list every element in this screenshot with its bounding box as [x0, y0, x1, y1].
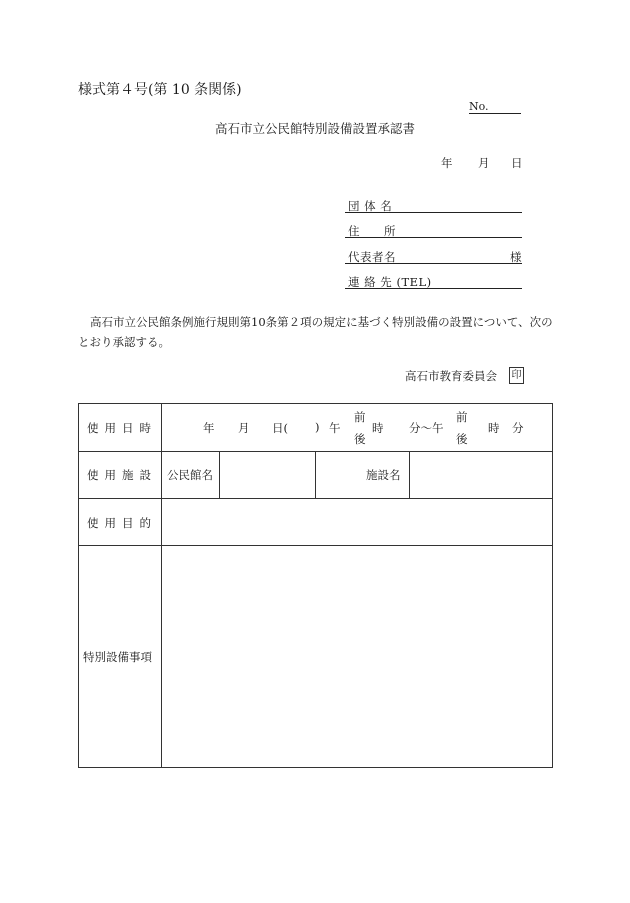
document-number-field: No.	[469, 101, 521, 114]
start-minute-tilde-label: 分〜	[409, 421, 432, 435]
row-divider	[79, 545, 552, 546]
hall-name-divider	[219, 451, 220, 498]
usage-detail-table	[78, 403, 553, 768]
honorific-label: 様	[510, 250, 522, 264]
address-line	[345, 237, 522, 238]
address-label: 住 所	[348, 224, 396, 238]
row-divider	[79, 498, 552, 499]
contact-label: 連 絡 先 (TEL)	[348, 275, 432, 289]
usage-date-label: 使用日時	[87, 421, 157, 435]
usage-day-label: 日(	[272, 421, 288, 435]
usage-facility-label: 使用施設	[87, 468, 157, 482]
group-name-line	[345, 212, 522, 213]
start-am-label: 前	[354, 410, 366, 424]
facility-name-divider	[409, 451, 410, 498]
end-am-label: 前	[456, 410, 468, 424]
issue-year-label: 年	[441, 156, 453, 170]
usage-month-label: 月	[238, 421, 250, 435]
document-title: 高石市立公民館特別設備設置承認書	[214, 121, 415, 136]
usage-purpose-label: 使用目的	[87, 516, 157, 530]
end-pm-label: 後	[456, 432, 468, 446]
end-go-label: 午	[432, 421, 444, 435]
facility-name-label: 施設名	[366, 468, 401, 482]
group-name-label: 団 体 名	[348, 199, 393, 213]
approval-body-text: 高石市立公民館条例施行規則第10条第２項の規定に基づく特別設備の設置について、次のとおり承認する。	[78, 315, 553, 349]
seal-mark: 印	[509, 367, 524, 384]
issue-day-label: 日	[511, 156, 523, 170]
hall-name-label: 公民館名	[167, 468, 213, 482]
facility-name-left-divider	[315, 451, 316, 498]
usage-year-label: 年	[203, 421, 215, 435]
form-number: 様式第４号(第 10 条関係)	[78, 82, 242, 98]
special-equipment-label: 特別設備事項	[83, 650, 152, 664]
start-hour-label: 時	[372, 421, 384, 435]
start-go-label: 午	[329, 421, 341, 435]
weekday-paren-close: )	[315, 420, 320, 434]
contact-line	[345, 288, 522, 289]
end-hour-label: 時	[488, 421, 500, 435]
issue-month-label: 月	[478, 156, 490, 170]
representative-line	[345, 263, 522, 264]
start-pm-label: 後	[354, 432, 366, 446]
end-minute-label: 分	[512, 421, 524, 435]
label-column-divider	[161, 404, 162, 767]
issuer-name: 高石市教育委員会	[405, 369, 497, 383]
representative-label: 代表者名	[348, 250, 396, 264]
